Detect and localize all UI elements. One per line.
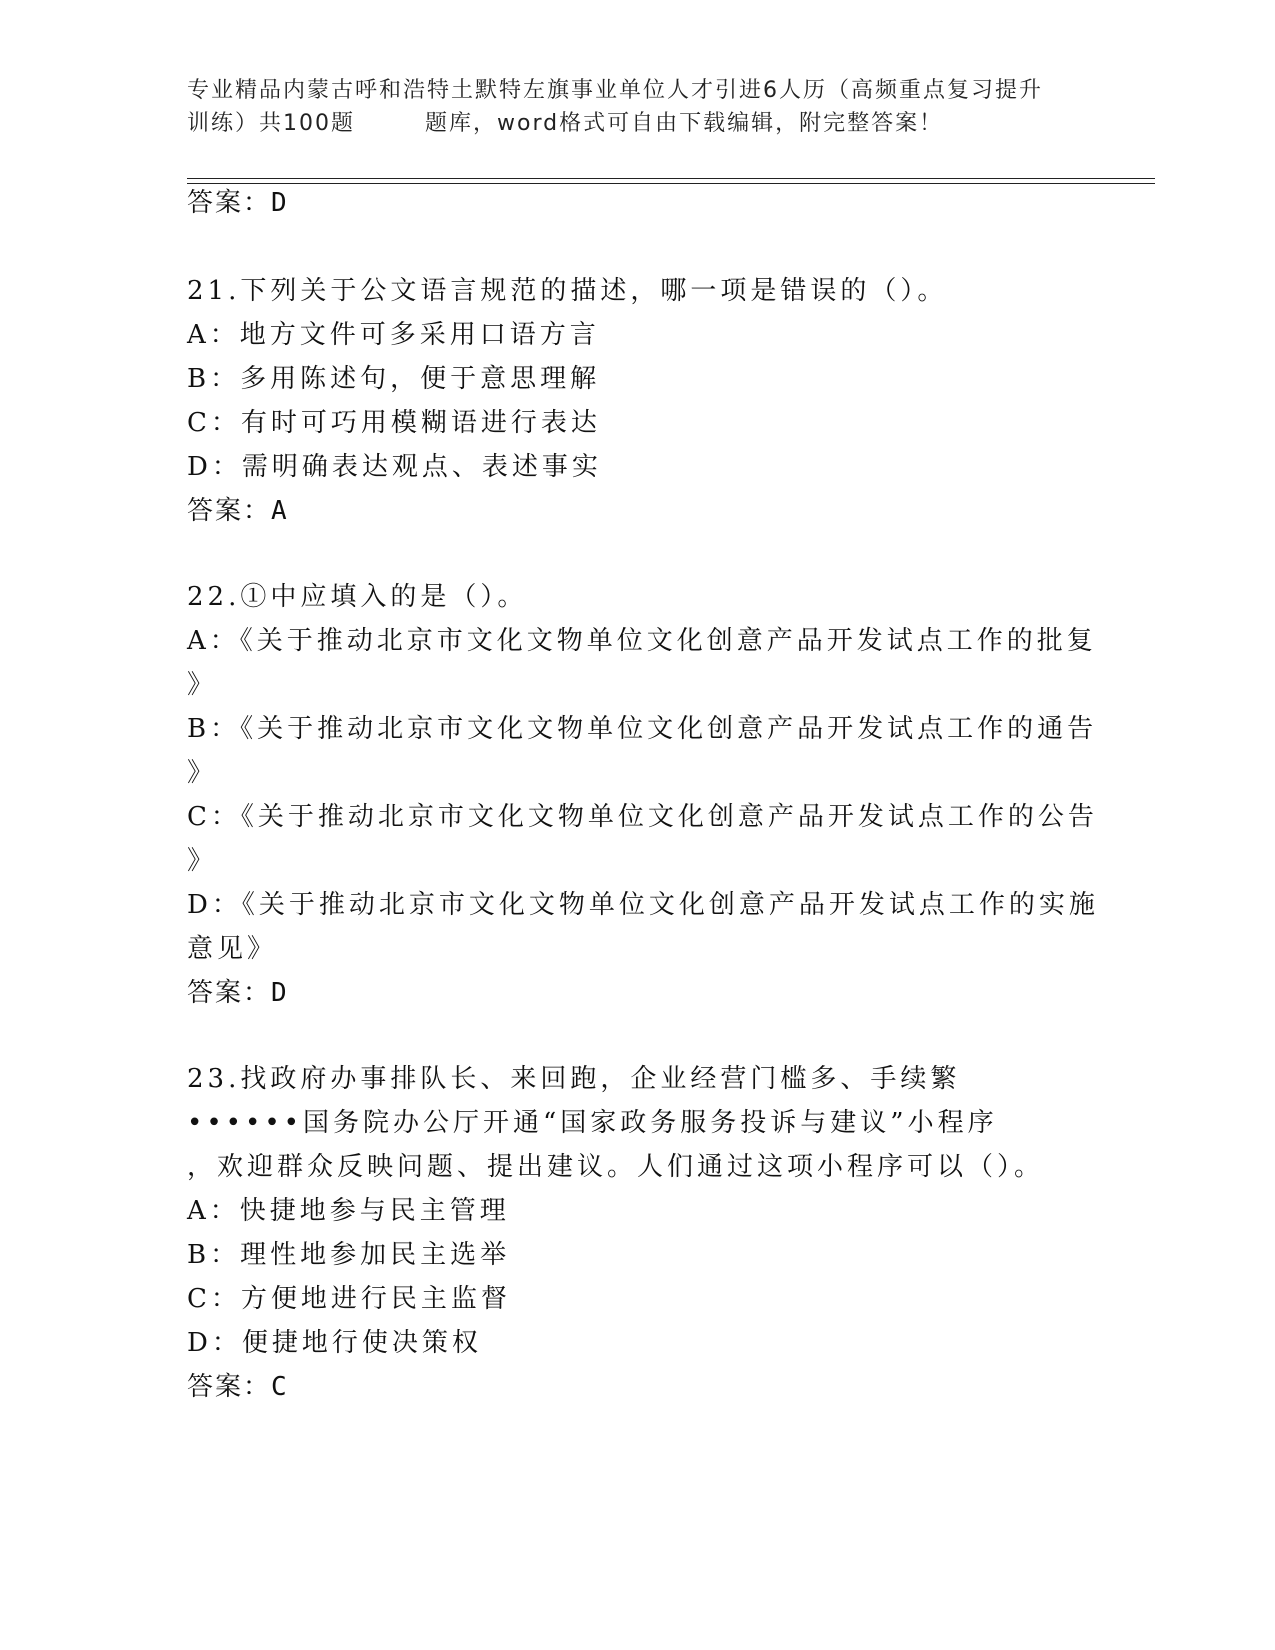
previous-answer: [187, 188, 287, 218]
question-22-option-c: C：《关于推动北京市文化文物单位文化创意产品开发试点工作的公告: [187, 802, 1098, 832]
question-21-stem: 21.下列关于公文语言规范的描述，哪一项是错误的（）。: [187, 276, 948, 306]
question-22-option-a: A：《关于推动北京市文化文物单位文化创意产品开发试点工作的批复: [187, 626, 1097, 656]
question-22-option-c-cont: 》: [187, 846, 218, 876]
answer-label: 答案：: [187, 496, 272, 526]
answer-label: 答案：: [187, 978, 272, 1008]
answer-value: A: [271, 496, 287, 526]
question-21-option-c: C：有时可巧用模糊语进行表达: [187, 408, 601, 438]
header-rule-bottom: [187, 183, 1155, 184]
question-23-stem-line-3: ，欢迎群众反映问题、提出建议。人们通过这项小程序可以（）。: [187, 1152, 1045, 1182]
header-line-2: [187, 107, 1087, 140]
question-21-option-a: A：地方文件可多采用口语方言: [187, 320, 600, 350]
question-23-stem-line-1: 23.找政府办事排队长、来回跑，企业经营门槛多、手续繁: [187, 1064, 961, 1094]
question-21-option-d: D：需明确表达观点、表述事实: [187, 452, 602, 482]
question-21-answer: [187, 496, 287, 526]
answer-label: 答案：: [187, 1372, 272, 1402]
question-22-answer: [187, 978, 287, 1008]
question-21-option-b: B：多用陈述句，便于意思理解: [187, 364, 601, 394]
answer-label: 答案：: [187, 188, 272, 218]
answer-value: C: [271, 1372, 287, 1402]
header-line-2-right: 题库，word格式可自由下载编辑，附完整答案！: [425, 111, 944, 136]
question-22-stem: 22.①中应填入的是（）。: [187, 582, 528, 612]
question-22-option-b: B：《关于推动北京市文化文物单位文化创意产品开发试点工作的通告: [187, 714, 1098, 744]
header-line-2-left: 训练）共100题: [187, 111, 355, 136]
header-line-1: 专业精品内蒙古呼和浩特土默特左旗事业单位人才引进6人历（高频重点复习提升: [187, 78, 1043, 103]
question-22-option-b-cont: 》: [187, 758, 218, 788]
question-23-option-c: C：方便地进行民主监督: [187, 1284, 511, 1314]
page-header: [187, 74, 1087, 140]
answer-value: D: [271, 978, 287, 1008]
header-rule-top: [187, 178, 1155, 179]
question-23-option-b: B：理性地参加民主选举: [187, 1240, 511, 1270]
answer-value: D: [271, 188, 287, 218]
question-22-option-d-cont: 意见》: [187, 934, 278, 964]
question-23-option-a: A：快捷地参与民主管理: [187, 1196, 510, 1226]
question-23-option-d: D：便捷地行使决策权: [187, 1328, 482, 1358]
question-23-answer: [187, 1372, 287, 1402]
question-22-option-d: D：《关于推动北京市文化文物单位文化创意产品开发试点工作的实施: [187, 890, 1099, 920]
question-22-option-a-cont: 》: [187, 670, 218, 700]
question-23-stem-line-2: ••••••国务院办公厅开通“国家政务服务投诉与建议”小程序: [187, 1108, 998, 1138]
